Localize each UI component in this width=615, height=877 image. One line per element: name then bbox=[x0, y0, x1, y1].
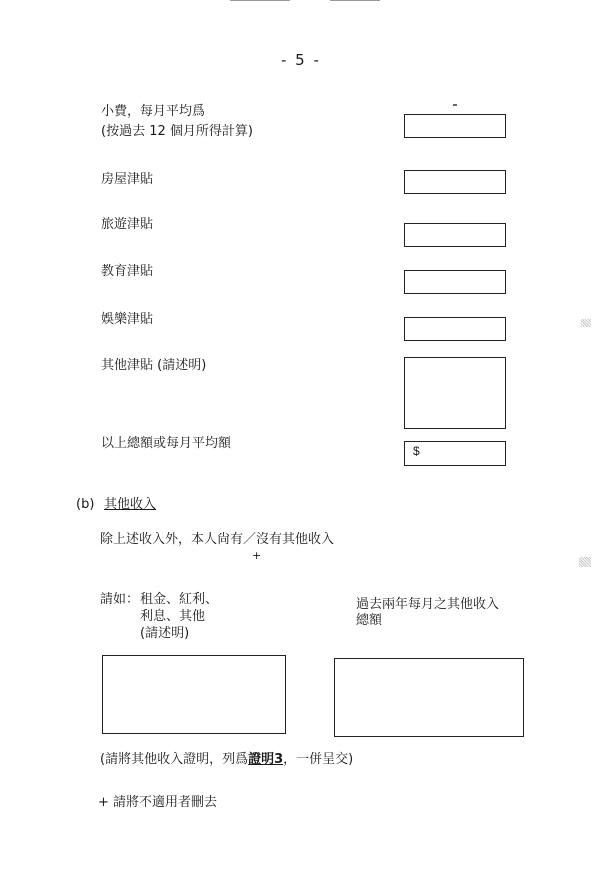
section-b-marker: (b) bbox=[76, 497, 95, 512]
examples-line-1: 租金、紅利、 bbox=[140, 592, 219, 607]
monthly-other-income-sublabel: 總額 bbox=[356, 613, 383, 628]
other-income-details-input[interactable] bbox=[103, 656, 285, 733]
other-income-statement: 除上述收入外，本人尙有／沒有其他收入 bbox=[100, 532, 335, 547]
tips-sublabel: (按過去 12 個月所得計算) bbox=[101, 124, 253, 139]
tips-label: 小費，每月平均爲 bbox=[101, 104, 206, 119]
housing-allowance-input[interactable] bbox=[405, 172, 505, 194]
examples-prefix: 請如： bbox=[100, 592, 140, 607]
housing-allowance-field[interactable] bbox=[404, 170, 506, 194]
scan-speck bbox=[579, 557, 591, 567]
travel-allowance-label: 旅遊津貼 bbox=[101, 217, 154, 232]
total-amount-field[interactable] bbox=[404, 441, 506, 466]
entertainment-allowance-input[interactable] bbox=[405, 319, 505, 341]
other-income-total-field[interactable] bbox=[334, 658, 524, 737]
footnote: + 請將不適用者刪去 bbox=[98, 795, 218, 810]
scan-edge-line bbox=[230, 0, 290, 1]
scan-edge-line bbox=[330, 0, 380, 1]
total-amount-input[interactable] bbox=[405, 443, 505, 466]
entertainment-allowance-field[interactable] bbox=[404, 317, 506, 341]
proof-note-emph: 證明3 bbox=[248, 752, 284, 767]
currency-symbol: $ bbox=[413, 444, 420, 458]
other-allowance-input[interactable] bbox=[405, 358, 505, 428]
other-income-details-field[interactable] bbox=[102, 655, 286, 734]
other-income-total-input[interactable] bbox=[335, 659, 523, 736]
travel-allowance-input[interactable] bbox=[405, 225, 505, 247]
other-allowance-field[interactable] bbox=[404, 357, 506, 429]
section-b-title: 其他收入 bbox=[104, 497, 157, 512]
proof-note-before: (請將其他收入證明，列爲 bbox=[100, 752, 249, 767]
education-allowance-label: 教育津貼 bbox=[101, 264, 154, 279]
scan-speck bbox=[453, 104, 457, 106]
tips-amount-field[interactable] bbox=[404, 114, 506, 138]
education-allowance-field[interactable] bbox=[404, 270, 506, 294]
page-number: - 5 - bbox=[281, 51, 321, 69]
examples-line-3: (請述明) bbox=[140, 626, 190, 641]
education-allowance-input[interactable] bbox=[405, 272, 505, 294]
examples-line-2: 利息、其他 bbox=[140, 609, 206, 624]
proof-note-after: ，一併呈交) bbox=[283, 752, 354, 767]
housing-allowance-label: 房屋津貼 bbox=[101, 172, 154, 187]
travel-allowance-field[interactable] bbox=[404, 223, 506, 247]
entertainment-allowance-label: 娛樂津貼 bbox=[101, 312, 154, 327]
other-allowance-label: 其他津貼 (請述明) bbox=[101, 358, 207, 373]
scan-speck bbox=[581, 319, 591, 327]
proof-note bbox=[100, 752, 353, 768]
tips-amount-input[interactable] bbox=[405, 116, 505, 138]
plus-mark: + bbox=[252, 549, 262, 562]
total-label: 以上總額或每月平均額 bbox=[101, 436, 232, 451]
monthly-other-income-label: 過去兩年每月之其他收入 bbox=[356, 597, 500, 612]
